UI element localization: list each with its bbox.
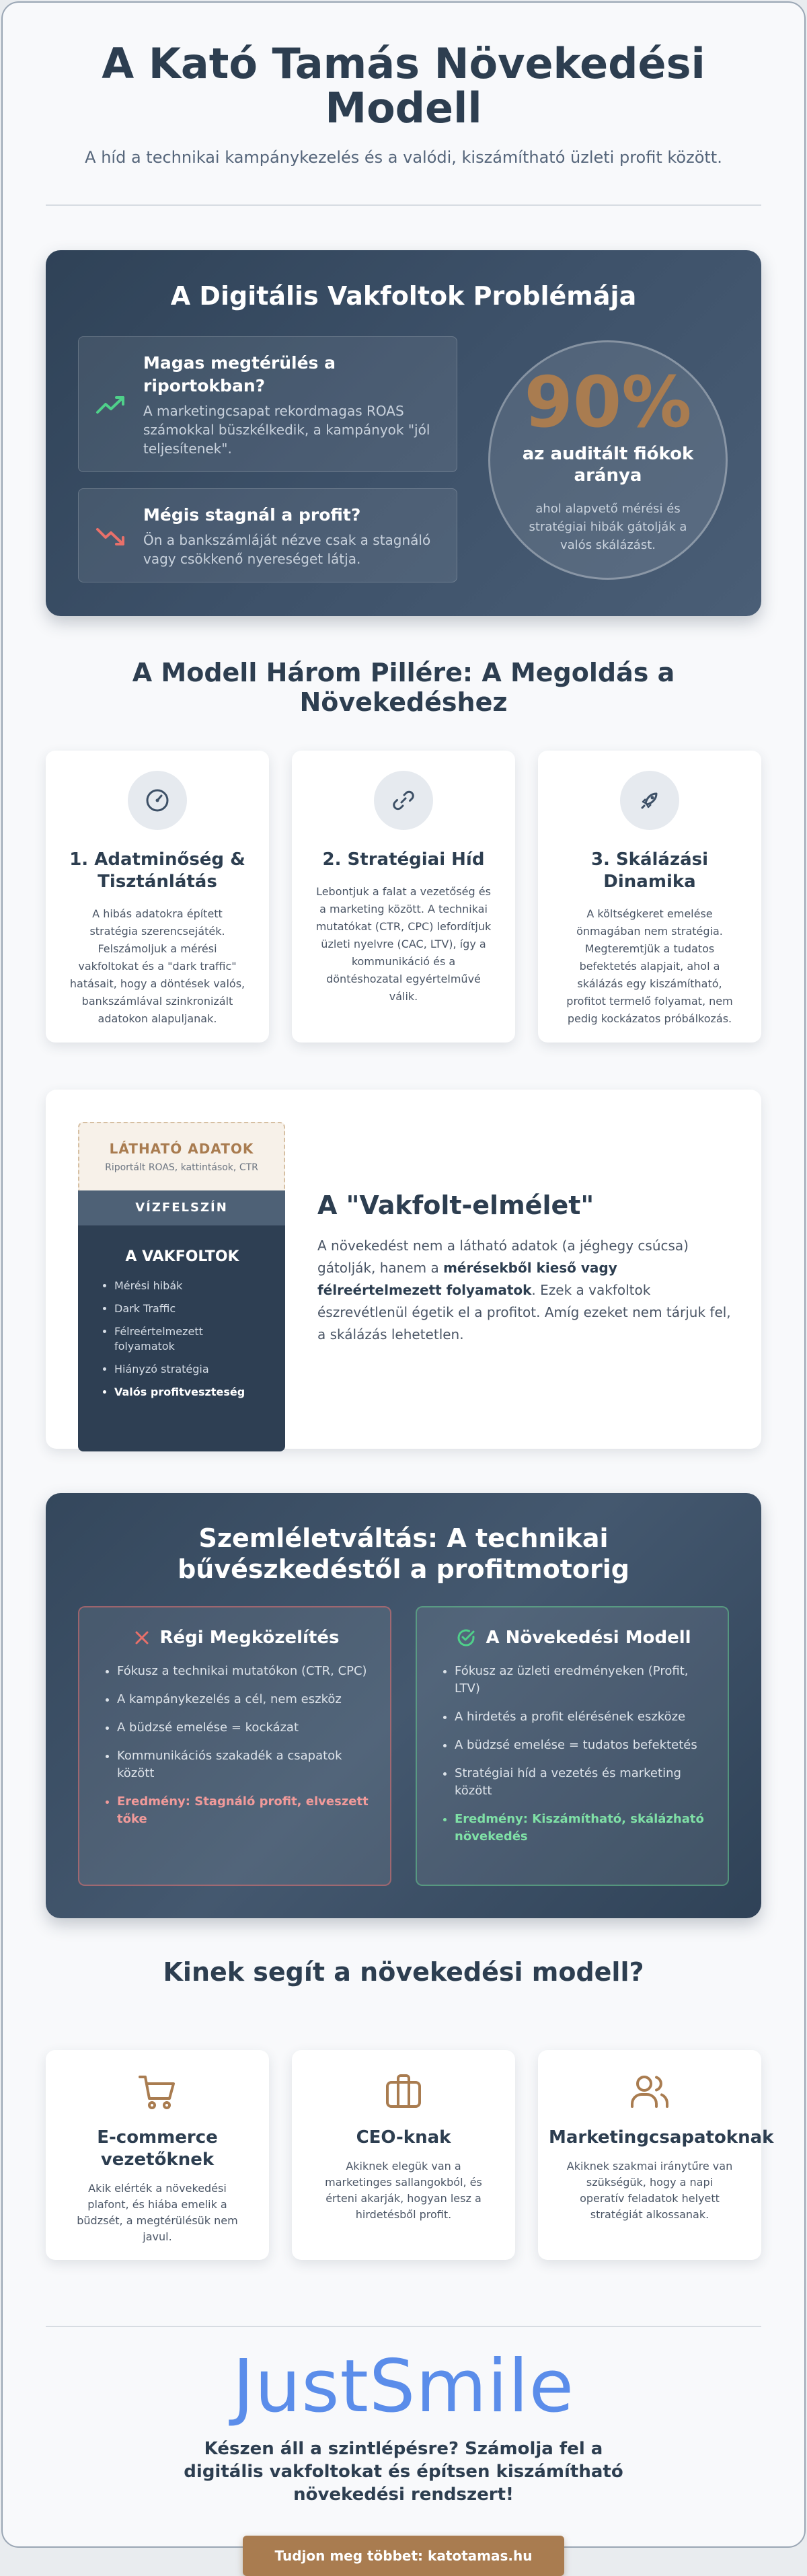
problem-card-profit [78, 488, 457, 582]
pillar-badge [128, 771, 187, 830]
list-item: • Dark Traffic [114, 1301, 265, 1316]
blindspot-text [317, 1190, 737, 1346]
old-approach-list [102, 1663, 370, 1828]
pillars-title: A Modell Három Pillére: A Megoldás a Növekedéshez [132, 658, 675, 717]
old-approach-card [78, 1606, 391, 1886]
audience-card-marketing [538, 2050, 774, 2260]
pillar-card-scaling [538, 751, 761, 1043]
trending-up-icon [93, 388, 128, 423]
pillars-list [46, 751, 761, 1043]
iceberg-hidden-title: A VAKFOLTOK [125, 1248, 239, 1265]
gauge-icon [144, 787, 171, 814]
pillar-badge [374, 771, 433, 830]
blindspot-section [46, 1090, 761, 1449]
iceberg-visible-sub: Riportált ROAS, kattintások, CTR [105, 1162, 258, 1173]
list-item: • A hirdetés a profit elérésének eszköze [455, 1708, 707, 1726]
problem-title: A Digitális Vakfoltok Problémája [170, 281, 637, 311]
text-part: . Ezek a vakfoltok észrevétlenül égetik el a profitot. Amíg ezeket nem tárjuk fel, a skálázás lehetetlen. [317, 1282, 731, 1342]
rocket-icon [636, 787, 663, 814]
text-part: A növekedést nem a látható adatok (a jéghegy csúcsa) gátolják, hanem a [317, 1238, 689, 1276]
stat-text: ahol alapvető mérési és stratégiai hibák gátolják a valós skálázást. [529, 502, 687, 552]
blindspot-heading: A "Vakfolt-elmélet" [317, 1190, 594, 1220]
iceberg-graphic [78, 1122, 285, 1451]
divider [46, 204, 761, 206]
new-approach-title: A Növekedési Modell [486, 1628, 691, 1648]
audience-title: E-commerce vezetőknek [97, 2127, 218, 2170]
iceberg-visible-title: LÁTHATÓ ADATOK [109, 1141, 254, 1157]
blindspot-paragraph [317, 1235, 737, 1346]
users-icon [628, 2070, 671, 2113]
list-item: • Fókusz a technikai mutatókon (CTR, CPC) [117, 1663, 370, 1680]
audience-list [46, 2020, 774, 2260]
audience-title: CEO-knak [356, 2127, 451, 2148]
divider [46, 2326, 761, 2327]
old-approach-title: Régi Megközelítés [159, 1628, 340, 1648]
text-emphasis: mérésekből kieső vagy félreértelmezett folyamatok [317, 1260, 617, 1298]
pillar-text: A hibás adatokra épített stratégia szerencsejáték. Felszámoljuk a mérési vakfoltokat és a "dark traffic" hatásait, hogy a döntések valós, bankszámlával szinkronizált adatokon alapuljanak. [69, 907, 245, 1025]
pillar-title: 3. Skálázási Dinamika [590, 849, 709, 892]
audience-card-ecommerce [46, 2050, 269, 2260]
iceberg-visible [78, 1122, 285, 1190]
audience-title: Marketingcsapatoknak [549, 2127, 774, 2148]
mindset-shift-section [46, 1493, 761, 1918]
audience-title: Kinek segít a növekedési modell? [163, 1957, 644, 1987]
trending-down-icon [93, 520, 128, 555]
list-item: • Mérési hibák [114, 1279, 265, 1293]
audience-text: Akik elérték a növekedési plafont, és hiába emelik a büdzsét, a megtérülésük nem javul. [77, 2182, 238, 2243]
pillar-title: 1. Adatminőség & Tisztánlátás [69, 849, 245, 892]
learn-more-button[interactable]: Tudjon meg többet: katotamas.hu [243, 2536, 564, 2576]
iceberg-hidden [78, 1225, 285, 1451]
list-item: • A kampánykezelés a cél, nem eszköz [117, 1691, 370, 1708]
list-item: • A büdzsé emelése = kockázat [117, 1719, 370, 1737]
old-approach-result: • Eredmény: Stagnáló profit, elveszett tőke [117, 1793, 370, 1828]
list-item: • Hiányzó stratégia [114, 1362, 265, 1377]
page-title: A Kató Tamás Növekedési Modell [102, 39, 705, 132]
list-item: • Fókusz az üzleti eredményeken (Profit, LTV) [455, 1663, 707, 1698]
pillar-badge [620, 771, 679, 830]
page-subtitle: A híd a technikai kampánykezelés és a valódi, kiszámítható üzleti profit között. [85, 148, 722, 167]
shift-title: Szemléletváltás: A technikai bűvészkedéstől a profitmotorig [178, 1523, 629, 1584]
briefcase-icon [382, 2070, 425, 2113]
problem-card-heading: Magas megtérülés a riportokban? [143, 353, 336, 395]
pillar-text: A költségkeret emelése önmagában nem stratégia. Megteremtjük a tudatos befektetés alapjait, ahol a skálázás egy kiszámítható, profitot termelő folyamat, nem pedig kockázatos próbálkozás. [566, 907, 733, 1025]
list-item: • A büdzsé emelése = tudatos befektetés [455, 1737, 707, 1754]
cta-text: Készen áll a szintlépésre? Számolja fel a digitális vakfoltokat és építsen kiszámítható növekedési rendszert! [184, 2439, 623, 2505]
cart-icon [136, 2070, 179, 2113]
stat-value: 90% [524, 361, 692, 443]
problem-section [46, 250, 761, 616]
new-approach-card [416, 1606, 729, 1886]
pillar-title: 2. Stratégiai Híd [322, 849, 485, 870]
pillar-text: Lebontjuk a falat a vezetőség és a marketing között. A technikai mutatókat (CTR, CPC) lefordítjuk üzleti nyelvre (CAC, LTV), így a kommunikáció és a döntéshozatal egyértelművé válik. [315, 885, 492, 1003]
pillar-card-data [46, 751, 269, 1043]
iceberg-hidden-list [100, 1279, 265, 1400]
stat-caption: az auditált fiókok aránya [522, 444, 694, 486]
audience-text: Akiknek szakmai iránytűre van szükségük, hogy a napi operatív feladatok helyett stratégiát alkossanak. [566, 2160, 733, 2221]
brand-logo: JustSmile [232, 2345, 575, 2429]
page-header [46, 3, 761, 167]
link-icon [390, 787, 417, 814]
problem-card-text: Ön a bankszámláját nézve csak a stagnáló vagy csökkenő nyereséget látja. [143, 532, 431, 567]
problem-card-heading: Mégis stagnál a profit? [143, 505, 361, 525]
list-item: • Stratégiai híd a vezetés és marketing között [455, 1765, 707, 1800]
close-icon [133, 1629, 151, 1646]
problem-card-text: A marketingcsapat rekordmagas ROAS számokkal büszkélkedik, a kampányok "jól teljesítenek". [143, 403, 430, 457]
page [1, 1, 806, 2564]
iceberg-surface: VÍZFELSZÍN [78, 1190, 285, 1225]
list-item: • Kommunikációs szakadék a csapatok között [117, 1747, 370, 1782]
problem-card-roas [78, 336, 457, 472]
list-item: • Valós profitveszteség [114, 1385, 265, 1400]
stat-circle [488, 340, 728, 580]
check-circle-icon [456, 1628, 476, 1648]
audience-card-ceo [292, 2050, 515, 2260]
audience-text: Akiknek elegük van a marketinges sallangokból, és érteni akarják, hogyan lesz a hirdetésből profit. [325, 2160, 482, 2221]
new-approach-list [440, 1663, 707, 1846]
list-item: • Félreértelmezett folyamatok [114, 1324, 265, 1354]
new-approach-result: • Eredmény: Kiszámítható, skálázható növekedés [455, 1811, 707, 1846]
pillar-card-bridge [292, 751, 515, 1043]
